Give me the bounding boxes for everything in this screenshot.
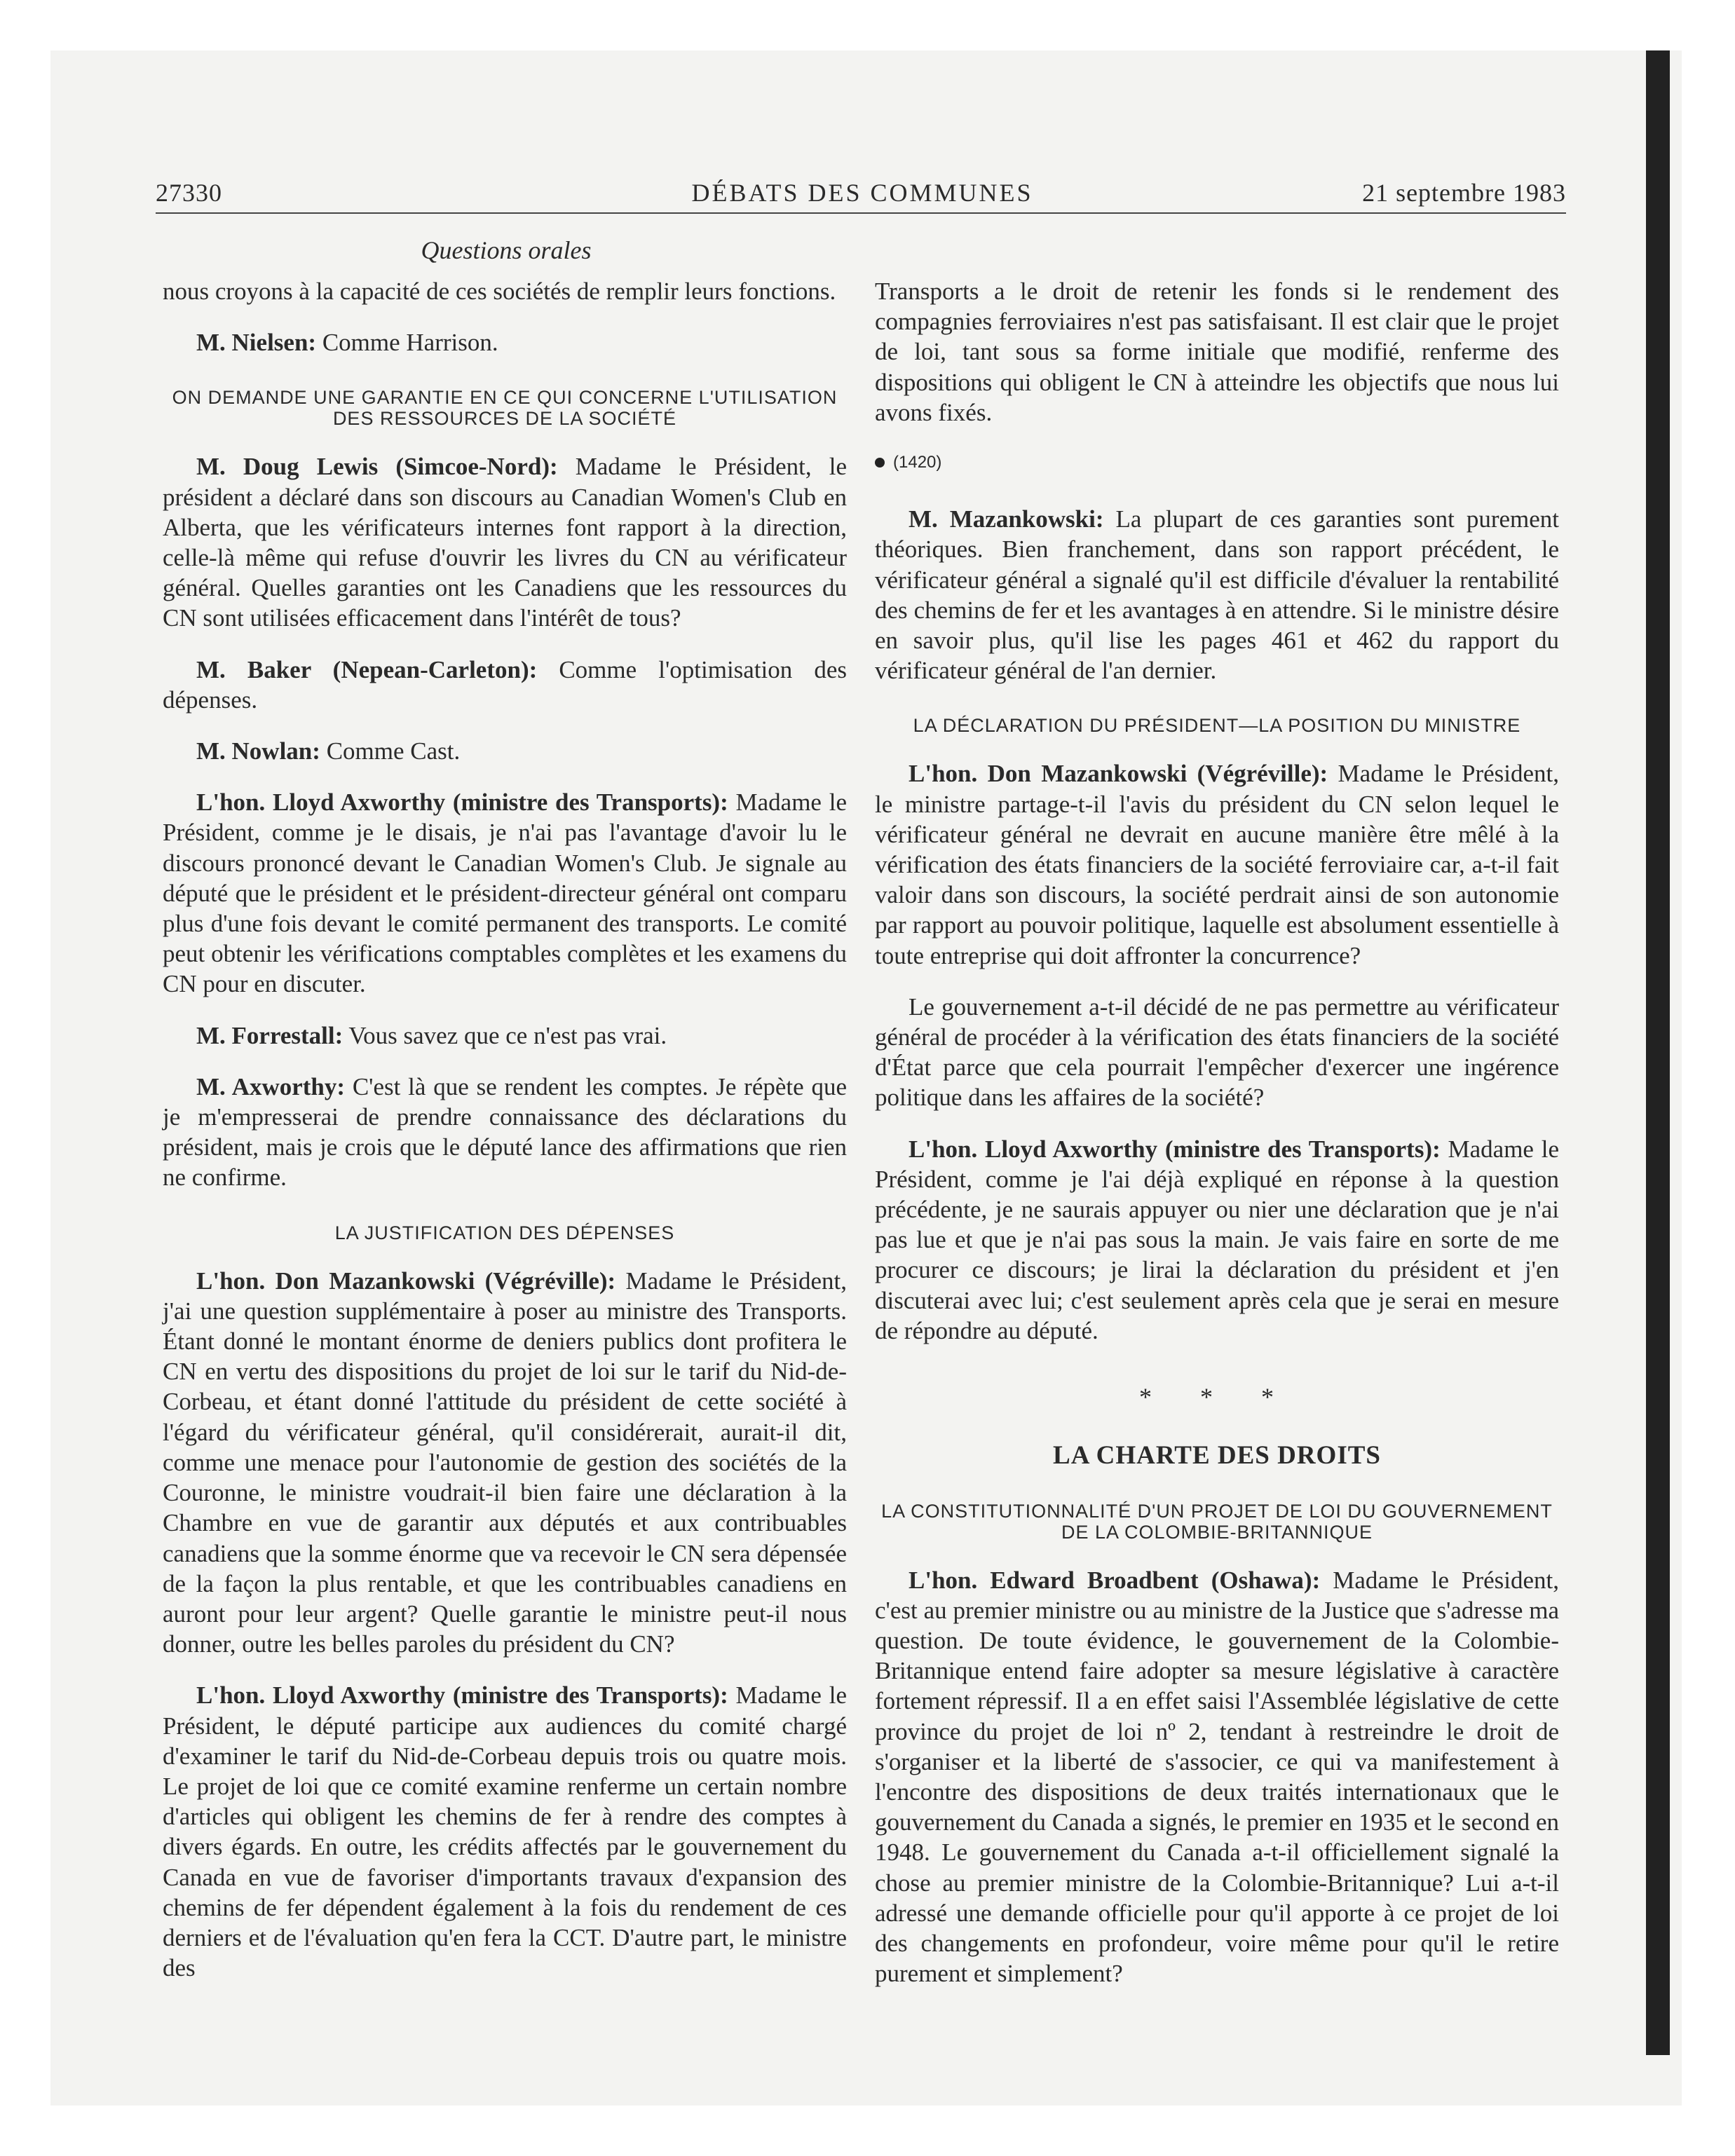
section-heading: LA DÉCLARATION DU PRÉSIDENT—LA POSITION DU MINISTRE: [913, 715, 1521, 737]
section-separator: * * *: [1139, 1383, 1295, 1412]
speech-text: Madame le Président, le ministre partage-t-il l'avis du président du CN selon lequel le vérificateur général ne devrait en aucune manière être mêlé à la vérification des états financiers de la société ferroviaire car, a-t-il fait valoir dans son discours, la société perdrait ainsi de son autonomie par rapport au pouvoir politique, laquelle est absolument essentielle à toute entreprise qui doit affronter la concurrence?: [875, 760, 1559, 969]
speech-text: Madame le Président, j'ai une question supplémentaire à poser au ministre des Transports. Étant donné le montant énorme de deniers publics dont profitera le CN en vertu des dispositions du projet de loi sur le tarif du Nid-de-Corbeau, et étant donné l'attitude du président de cette société à l'égard du vérificateur général, qu'il considérerait, aurait-il dit, comme une menace pour l'autonomie de gestion des sociétés de la Couronne, le ministre voudrait-il bien faire une déclaration à la Chambre en vue de garantir aux députés et aux contribuables canadiens que la somme énorme que va recevoir le CN sera dépensée de la façon la plus rentable, et que les contribuables canadiens en auront pour leur argent? Quelle garantie le ministre peut-il nous donner, outre les belles paroles du président du CN?: [163, 1267, 847, 1658]
speech-paragraph: [163, 655, 847, 715]
speaker-name: M. Nielsen:: [196, 329, 317, 357]
speech-paragraph: [163, 1680, 847, 1983]
speaker-name: M. Mazankowski:: [909, 505, 1104, 533]
page-number: 27330: [156, 179, 222, 207]
header-rule: [156, 212, 1566, 214]
speech-paragraph: [875, 758, 1559, 970]
speech-text: Madame le Président, c'est au premier ministre ou au ministre de la Justice que s'adresse ma question. De toute évidence, le gouvernement de la Colombie-Britannique entend faire adopter sa mesure législative à caractère fortement répressif. Il a en effet saisi l'Assemblée législative de cette province du projet de loi nº 2, tendant à restreindre le droit de s'organiser et la liberté de s'associer, ce qui va manifestement à l'encontre des dispositions de deux traités internationaux que le gouvernement du Canada a signés, le premier en 1935 et le second en 1948. Le gouvernement du Canada a-t-il officiellement signalé la chose au premier ministre de la Colombie-Britannique? Lui a-t-il adressé une demande officielle pour qu'il apporte à ce projet de loi des changements en profondeur, voire même pour qu'il le retire purement et simplement?: [875, 1566, 1559, 1988]
speech-paragraph: [163, 1021, 847, 1051]
right-column: [875, 276, 1559, 1988]
speaker-name: M. Baker (Nepean-Carleton):: [196, 655, 538, 683]
speaker-name: M. Nowlan:: [196, 737, 320, 765]
speech-paragraph: [163, 451, 847, 633]
speech-text: Vous savez que ce n'est pas vrai.: [343, 1021, 667, 1049]
speaker-name: M. Forrestall:: [196, 1021, 343, 1049]
speech-text: Madame le Président, le député participe aux audiences du comité chargé d'examiner le tarif du Nid-de-Corbeau depuis trois ou quatre mois. Le projet de loi que ce comité examine renferme un certain nombre d'articles qui obligent les chemins de fer à rendre des comptes à divers égards. En outre, les crédits affectés par le gouvernement du Canada en vue de favoriser d'importants travaux d'expansion des chemins de fer dépendent également à la fois du rendement de ces derniers et de l'évaluation qu'en fera la CCT. D'autre part, le ministre des: [163, 1681, 847, 1982]
scan-edge-bar: [1646, 50, 1670, 2055]
bullet-icon: [875, 458, 885, 468]
section-title: Questions orales: [421, 236, 592, 264]
timestamp-text: (1420): [893, 453, 942, 472]
speech-paragraph: [163, 1072, 847, 1193]
section-heading: LA JUSTIFICATION DES DÉPENSES: [334, 1222, 675, 1243]
speaker-name: L'hon. Edward Broadbent (Oshawa):: [909, 1566, 1321, 1594]
speech-text: Comme Cast.: [320, 737, 461, 765]
speaker-name: M. Doug Lewis (Simcoe-Nord):: [196, 453, 558, 481]
speech-text: Comme Harrison.: [316, 329, 498, 357]
speech-text: Madame le Président, le président a déclaré dans son discours au Canadian Women's Club en Alberta, que les vérificateurs internes font rapport à la direction, celle-là même qui refuse d'ouvrir les livres du CN au vérificateur général. Quelles garanties ont les Canadiens que les ressources du CN sont utilisées efficacement dans l'intérêt de tous?: [163, 453, 847, 632]
body-paragraph: nous croyons à la capacité de ces sociétés de remplir leurs fonctions.: [163, 278, 836, 305]
publication-title: DÉBATS DES COMMUNES: [691, 179, 1033, 207]
left-column: [163, 276, 847, 1983]
rubric-heading: LA CHARTE DES DROITS: [1053, 1441, 1381, 1471]
speech-paragraph: [163, 787, 847, 999]
speaker-name: M. Axworthy:: [196, 1072, 346, 1100]
speech-paragraph: [875, 1565, 1559, 1989]
speech-paragraph: [163, 327, 847, 357]
speech-text: Madame le Président, comme je l'ai déjà expliqué en réponse à la question précédente, je ne saurais appuyer ou nier une déclaration que je n'ai pas lue et que je n'ai pas sous la main. Je vais faire en sorte de me procurer ce discours; je lirai la déclaration du président et j'en discuterai avec lui; c'est seulement après cela que je serai en mesure de répondre au député.: [875, 1135, 1559, 1344]
speaker-name: L'hon. Don Mazankowski (Végréville):: [909, 760, 1328, 788]
section-heading: LA CONSTITUTIONNALITÉ D'UN PROJET DE LOI DU GOUVERNEMENT DE LA COLOMBIE-BRITANNIQUE: [881, 1500, 1553, 1543]
speaker-name: L'hon. Lloyd Axworthy (ministre des Transports):: [196, 1681, 728, 1710]
speech-paragraph: [875, 504, 1559, 685]
speech-paragraph: [163, 1266, 847, 1660]
speech-text: Comme l'optimisation des dépenses.: [163, 655, 847, 714]
section-heading: ON DEMANDE UNE GARANTIE EN CE QUI CONCERNE L'UTILISATION DES RESSOURCES DE LA SOCIÉTÉ: [172, 387, 838, 430]
speech-paragraph: [875, 1134, 1559, 1346]
speech-text: C'est là que se rendent les comptes. Je répète que je m'empresserai de prendre connaissance des déclarations du président, mais je crois que le député lance des affirmations que rien ne confirme.: [163, 1072, 847, 1192]
speaker-name: L'hon. Lloyd Axworthy (ministre des Transports):: [909, 1135, 1441, 1163]
body-paragraph: Le gouvernement a-t-il décidé de ne pas permettre au vérificateur général de procéder à la vérification des états financiers de la société d'État parce que cela pourrait l'empêcher d'exercer une ingérence politique dans les affaires de la société?: [875, 992, 1559, 1112]
body-paragraph: Transports a le droit de retenir les fonds si le rendement des compagnies ferroviaires n'est pas satisfaisant. Il est clair que le projet de loi, tant sous sa forme initiale que modifié, renferme des dispositions qui obligent le CN à atteindre les objectifs que nous lui avons fixés.: [875, 278, 1559, 426]
speaker-name: L'hon. Don Mazankowski (Végréville):: [196, 1267, 616, 1295]
page-date: 21 septembre 1983: [1362, 179, 1566, 207]
speech-text: Madame le Président, comme je le disais, je n'ai pas l'avantage d'avoir lu le discours prononcé devant le Canadian Women's Club. Je signale au député que le président et le président-directeur général ont comparu plus d'une fois devant le comité permanent des transports. Le comité peut obtenir les vérifications comptables complètes et les examens du CN pour en discuter.: [163, 789, 847, 998]
speech-text: La plupart de ces garanties sont purement théoriques. Bien franchement, dans son rapport précédent, le vérificateur général a signalé qu'il est difficile d'évaluer la rentabilité des chemins de fer et les avantages à en attendre. Si le ministre désire en savoir plus, qu'il lise les pages 461 et 462 du rapport du vérificateur général de l'an dernier.: [875, 505, 1560, 685]
speech-paragraph: [163, 736, 847, 766]
speaker-name: L'hon. Lloyd Axworthy (ministre des Transports):: [196, 789, 728, 817]
timestamp: [875, 447, 1559, 477]
